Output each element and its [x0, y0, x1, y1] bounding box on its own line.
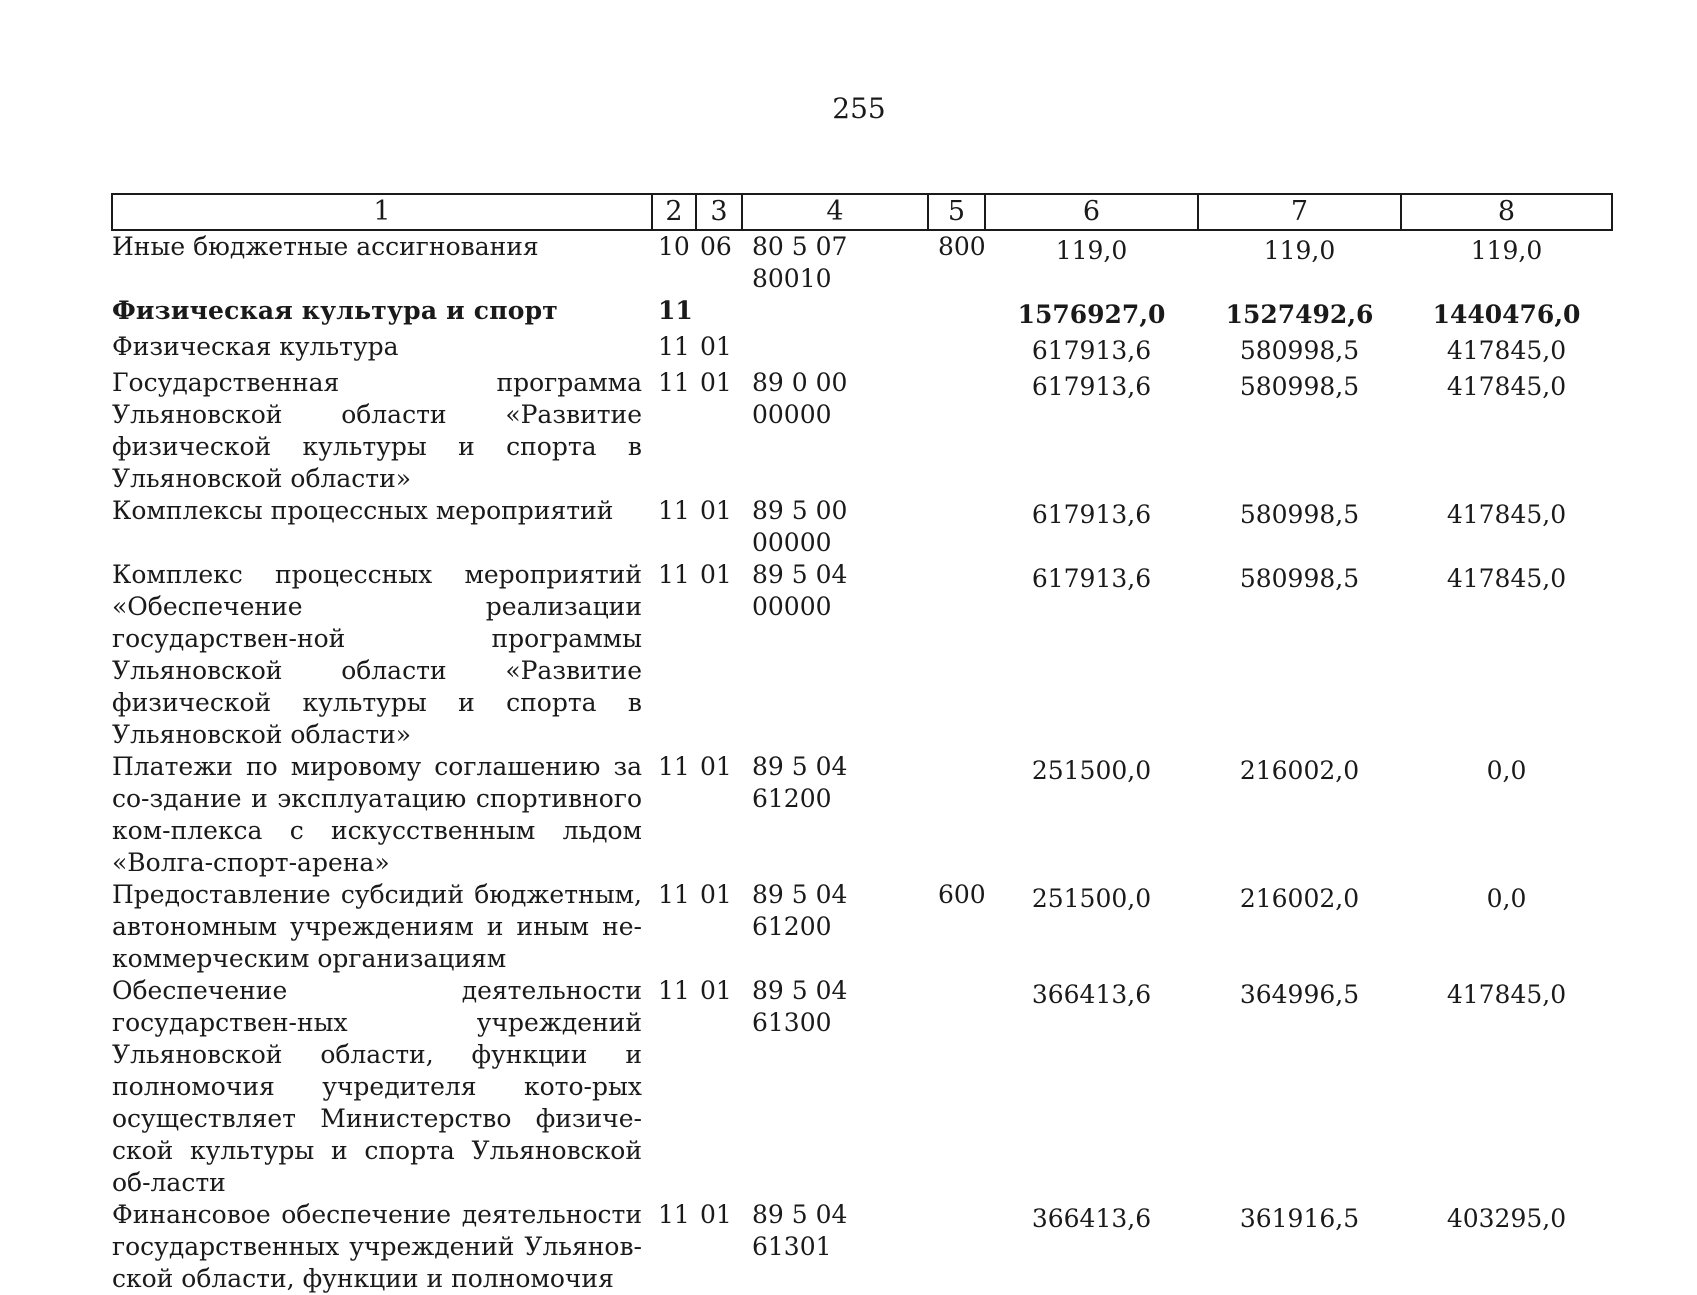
row-name-cell: Финансовое обеспечение деятельности государственных учреждений Ульянов-ской области, функции и полномочия: [112, 1200, 642, 1293]
row-amount-year1: 251500,0: [1031, 756, 1152, 785]
row-amount-year2: 361916,5: [1239, 1204, 1360, 1233]
row-subsection-code: 01: [700, 880, 732, 909]
row-section-code: 11: [658, 880, 690, 909]
row-amount-year2: 364996,5: [1239, 980, 1360, 1009]
row-expense-type: [928, 559, 985, 751]
row-expense-type: [928, 1199, 985, 1295]
header-col-8: 8: [1401, 194, 1612, 230]
table-row: [112, 230, 1612, 295]
row-amount-year1: 366413,6: [1031, 1204, 1152, 1233]
table-row: [112, 331, 1612, 367]
row-target-article: 89 5 04 00000: [752, 560, 848, 621]
row-subsection-code: 01: [700, 560, 732, 589]
row-expense-type: [928, 367, 985, 495]
header-col-7: 7: [1198, 194, 1401, 230]
row-section-code: 10: [658, 232, 690, 261]
row-subsection-code: 01: [700, 332, 732, 361]
row-amount-year1: 617913,6: [1031, 372, 1152, 401]
row-expense-type: [928, 975, 985, 1199]
table-row: [112, 367, 1612, 495]
row-amount-year2: 216002,0: [1239, 756, 1360, 785]
row-subsection-code: 01: [700, 752, 732, 781]
row-name-cell: Иные бюджетные ассигнования: [112, 232, 539, 261]
row-subsection-code: 01: [700, 976, 732, 1005]
row-target-article: [742, 331, 928, 367]
row-section-code: 11: [658, 976, 690, 1005]
row-section-code: 11: [658, 496, 690, 525]
row-amount-year1: 366413,6: [1031, 980, 1152, 1009]
row-target-article: 89 5 04 61300: [752, 976, 848, 1037]
row-amount-year1: 617913,6: [1031, 500, 1152, 529]
page-number: 255: [832, 92, 886, 125]
row-amount-year1: 1576927,0: [1017, 300, 1166, 329]
row-subsection-code: [696, 295, 742, 331]
row-target-article: 89 5 00 00000: [752, 496, 848, 557]
row-target-article: 89 5 04 61200: [752, 880, 848, 941]
row-amount-year2: 580998,5: [1239, 564, 1360, 593]
header-col-5: 5: [928, 194, 985, 230]
row-subsection-code: 01: [700, 1200, 732, 1229]
row-amount-year3: 417845,0: [1446, 564, 1567, 593]
table-row: [112, 559, 1612, 751]
row-amount-year2: 580998,5: [1239, 372, 1360, 401]
row-section-code: 11: [658, 1200, 690, 1229]
row-subsection-code: 01: [700, 368, 732, 397]
row-amount-year3: 417845,0: [1446, 500, 1567, 529]
row-amount-year1: 617913,6: [1031, 564, 1152, 593]
row-section-code: 11: [658, 752, 690, 781]
table-row: [112, 1199, 1612, 1295]
row-name-cell: Физическая культура: [112, 332, 399, 361]
row-amount-year1: 119,0: [1055, 236, 1128, 265]
row-amount-year2: 580998,5: [1239, 500, 1360, 529]
row-amount-year2: 1527492,6: [1225, 300, 1374, 329]
row-amount-year3: 0,0: [1486, 884, 1527, 913]
table-header-row: [112, 194, 1612, 230]
row-expense-type: 800: [938, 232, 986, 261]
row-target-article: 80 5 07 80010: [752, 232, 848, 293]
table-row: [112, 975, 1612, 1199]
table-row: [112, 879, 1612, 975]
row-name-cell: Государственная программа Ульяновской области «Развитие физической культуры и спорта в Ульяновской области»: [112, 368, 642, 493]
row-expense-type: [928, 295, 985, 331]
row-target-article: 89 5 04 61301: [752, 1200, 848, 1261]
row-name-cell: Физическая культура и спорт: [112, 296, 558, 325]
row-section-code: 11: [658, 368, 690, 397]
row-amount-year1: 617913,6: [1031, 336, 1152, 365]
row-section-code: 11: [658, 332, 690, 361]
row-amount-year2: 216002,0: [1239, 884, 1360, 913]
table-row: [112, 751, 1612, 879]
row-expense-type: 600: [938, 880, 986, 909]
budget-table: [111, 193, 1613, 1295]
row-expense-type: [928, 751, 985, 879]
row-target-article: [742, 295, 928, 331]
row-name-cell: Обеспечение деятельности государствен-ных учреждений Ульяновской области, функции и полномочия учредителя кото-рых осуществляет Министерство физиче-ской культуры и спорта Ульяновской об-ласти: [112, 976, 642, 1197]
table-row: [112, 295, 1612, 331]
row-expense-type: [928, 331, 985, 367]
row-amount-year3: 417845,0: [1446, 980, 1567, 1009]
header-col-1: 1: [112, 194, 652, 230]
row-name-cell: Предоставление субсидий бюджетным, автономным учреждениям и иным не-коммерческим организациям: [112, 880, 642, 973]
row-name-cell: Комплекс процессных мероприятий «Обеспечение реализации государствен-ной программы Ульяновской области «Развитие физической культуры и спорта в Ульяновской области»: [112, 560, 642, 749]
row-amount-year3: 0,0: [1486, 756, 1527, 785]
row-name-cell: Комплексы процессных мероприятий: [112, 496, 614, 525]
header-col-4: 4: [742, 194, 928, 230]
row-amount-year3: 403295,0: [1446, 1204, 1567, 1233]
table-row: [112, 495, 1612, 559]
row-subsection-code: 06: [700, 232, 732, 261]
header-col-2: 2: [652, 194, 696, 230]
row-target-article: 89 0 00 00000: [752, 368, 848, 429]
row-amount-year3: 1440476,0: [1432, 300, 1581, 329]
row-section-code: 11: [658, 296, 693, 325]
header-col-3: 3: [696, 194, 742, 230]
row-amount-year2: 119,0: [1263, 236, 1336, 265]
row-amount-year2: 580998,5: [1239, 336, 1360, 365]
row-target-article: 89 5 04 61200: [752, 752, 848, 813]
row-amount-year3: 417845,0: [1446, 336, 1567, 365]
row-name-cell: Платежи по мировому соглашению за со-здание и эксплуатацию спортивного ком-плекса с искусственным льдом «Волга-спорт-арена»: [112, 752, 642, 877]
row-amount-year3: 417845,0: [1446, 372, 1567, 401]
row-expense-type: [928, 495, 985, 559]
row-section-code: 11: [658, 560, 690, 589]
row-amount-year3: 119,0: [1470, 236, 1543, 265]
row-amount-year1: 251500,0: [1031, 884, 1152, 913]
row-subsection-code: 01: [700, 496, 732, 525]
budget-table-container: [111, 193, 1611, 1295]
table-body: [112, 230, 1612, 1295]
header-col-6: 6: [985, 194, 1198, 230]
